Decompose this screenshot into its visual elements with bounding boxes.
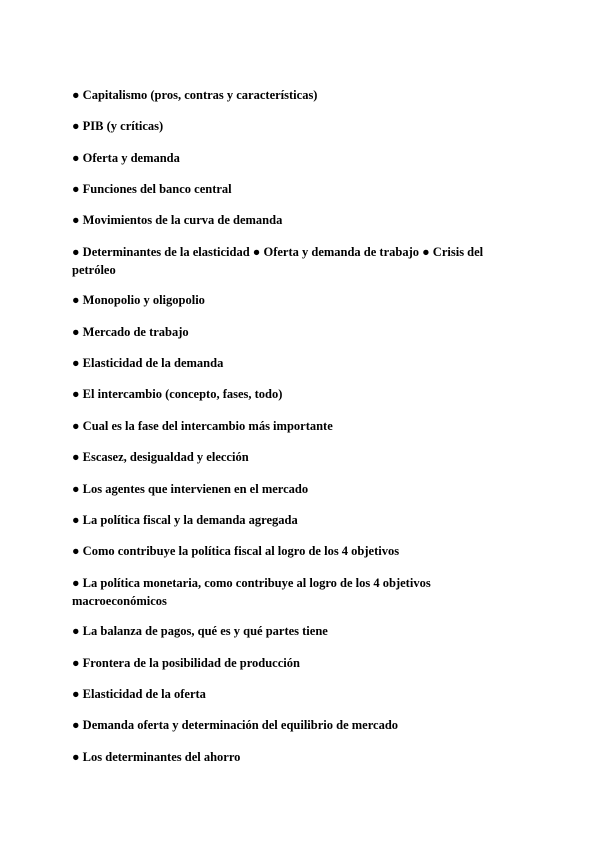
list-item: ● Monopolio y oligopolio (72, 293, 205, 307)
list-item: ● PIB (y críticas) (72, 119, 164, 133)
list-item: ● Cual es la fase del intercambio más importante (72, 419, 333, 433)
list-item: ● Escasez, desigualdad y elección (72, 450, 249, 464)
list-item: ● Los agentes que intervienen en el mercado (72, 482, 309, 496)
list-item: ● Oferta y demanda (72, 151, 180, 165)
list-item: ● Como contribuye la política fiscal al logro de los 4 objetivos (72, 544, 400, 558)
list-item: ● La política monetaria, como contribuye al logro de los 4 objetivos macroeconómicos (72, 576, 431, 608)
list-item: ● Movimientos de la curva de demanda (72, 213, 283, 227)
list-item: ● La balanza de pagos, qué es y qué partes tiene (72, 624, 328, 638)
list-item: ● Capitalismo (pros, contras y características) (72, 88, 318, 102)
list-item: ● Frontera de la posibilidad de producción (72, 656, 300, 670)
list-item: ● Elasticidad de la demanda (72, 356, 224, 370)
list-item: ● Determinantes de la elasticidad ● Oferta y demanda de trabajo ● Crisis del petróleo (72, 245, 484, 277)
list-item: ● Demanda oferta y determinación del equilibrio de mercado (72, 718, 399, 732)
list-item: ● Funciones del banco central (72, 182, 232, 196)
list-item: ● Mercado de trabajo (72, 325, 189, 339)
list-item: ● La política fiscal y la demanda agregada (72, 513, 298, 527)
list-item: ● Elasticidad de la oferta (72, 687, 206, 701)
list-item: ● Los determinantes del ahorro (72, 750, 241, 764)
list-item: ● El intercambio (concepto, fases, todo) (72, 387, 283, 401)
